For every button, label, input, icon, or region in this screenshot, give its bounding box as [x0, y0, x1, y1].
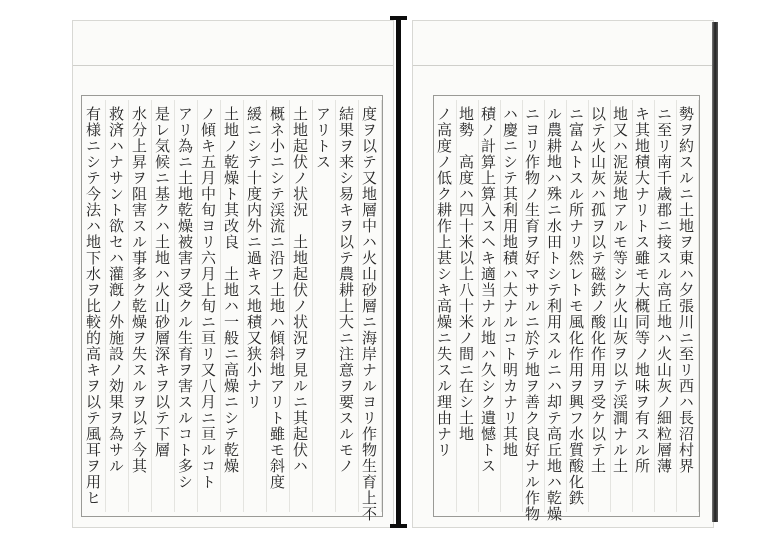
text-column: [544, 100, 567, 522]
text-column: [358, 100, 382, 522]
text-column: [220, 100, 244, 512]
text-column: [676, 100, 699, 512]
column-text: 地又ハ泥炭地アルモ等シク火山灰ヲ以テ渓澗ナル土: [611, 106, 629, 474]
spine-cap-bottom: [390, 524, 407, 528]
column-text: 緩ニシテ十度内外ニ過キス地積又狭小ナリ: [245, 106, 263, 410]
column-text: ニ至リ南千歳郡ニ接スル高丘地ハ火山灰ノ細粒層薄: [655, 106, 673, 474]
text-column: [654, 100, 677, 512]
column-text: キ其地積大ナリトス雖モ大概同等ノ地味ヲ有スル所: [633, 106, 651, 474]
text-column: [243, 100, 267, 512]
column-text: 救済ハナサント欲セハ灌漑ノ外施設ノ効果ヲ為サル: [107, 106, 125, 474]
text-column: [128, 100, 152, 512]
text-column: [632, 100, 655, 512]
text-column: [174, 100, 198, 512]
text-column: [434, 100, 457, 512]
text-column: [266, 100, 290, 512]
column-text: 度ヲ以テ又地層中ハ火山砂層ニ海岸ナルヨリ作物生育上不: [360, 106, 378, 522]
column-text: 有様ニシテ今法ハ地下水ヲ比較的高キヲ以テ風耳ヲ用ヒ: [84, 106, 102, 506]
left-text-panel: [81, 95, 383, 522]
text-column: [522, 100, 545, 522]
column-text: 結果ヲ来シ易キヲ以テ農耕上大ニ注意ヲ要スルモノ: [337, 106, 355, 474]
right-page: [412, 20, 714, 528]
text-column: [566, 100, 589, 512]
text-column: [500, 100, 523, 512]
text-column: [335, 100, 359, 512]
column-text: 是レ気候ニ基クハ土地ハ火山砂層深キヲ以テ下層: [153, 106, 171, 458]
text-column: [312, 100, 336, 512]
text-column: [478, 100, 501, 512]
column-text: 地勢 高度ハ四十米以上八十米ノ間ニ在シ土地: [457, 106, 475, 442]
left-page: [72, 20, 394, 528]
column-text: アリトス: [314, 106, 332, 170]
text-column: [456, 100, 479, 512]
book-spine: [396, 18, 401, 528]
column-text: ノ傾キ五月中旬ヨリ六月上旬ニ亘リ又八月ニ亘ルコト: [199, 106, 217, 490]
column-text: ノ高度ノ低ク耕作上甚シキ高燥ニ失スル理由ナリ: [435, 106, 453, 458]
column-text: 水分上昇ヲ阻害スル事多ク乾燥ヲ失スルヲ以テ今其: [130, 106, 148, 474]
column-text: 土地起伏ノ状況 土地起伏ノ状況ヲ見ルニ其起伏ハ: [291, 106, 309, 474]
right-text-panel: [433, 95, 700, 522]
column-text: 以テ火山灰ハ孤ヲ以テ磁鉄ノ酸化作用ヲ受ケ以テ土: [589, 106, 607, 474]
column-text: アリ為ニ土地乾燥被害ヲ受クル生育ヲ害スルコト多シ: [176, 106, 194, 490]
column-text: ハ慶ニシテ其利用地積ハ大ナルコト明カナリ其地: [501, 106, 519, 458]
text-column: [289, 100, 313, 512]
text-column: [588, 100, 611, 512]
page-edge-shadow: [712, 22, 718, 522]
column-text: 概ネ小ニシテ渓流ニ沿フ土地ハ傾斜地アリト雖モ斜度: [268, 106, 286, 490]
page-rule: [413, 65, 713, 66]
text-column: [105, 100, 129, 512]
column-text: 土地ノ乾燥ト其改良 土地ハ一般ニ高燥ニシテ乾燥: [222, 106, 240, 474]
text-column: [610, 100, 633, 512]
text-column: [82, 100, 106, 512]
column-text: ニ富ムトスル所ナリ然レトモ風化作用ヲ興フ水質酸化鉄: [567, 106, 585, 506]
text-column: [151, 100, 175, 512]
column-text: 積ノ計算上算入スヘキ適当ナル地ハ久シク遺憾トス: [479, 106, 497, 474]
column-text: ニヨリ作物ノ生育ヲ好マサルニ於テ地ヲ善ク良好ナル作物: [523, 106, 541, 522]
page-rule: [73, 65, 393, 66]
column-text: ル農耕地ハ殊ニ水田トシテ利用スルニハ却テ高丘地ハ乾燥: [545, 106, 563, 522]
text-column: [197, 100, 221, 512]
column-text: 勢ヲ約スルニ土地ヲ東ハ夕張川ニ至リ西ハ長沼村界: [677, 106, 695, 474]
